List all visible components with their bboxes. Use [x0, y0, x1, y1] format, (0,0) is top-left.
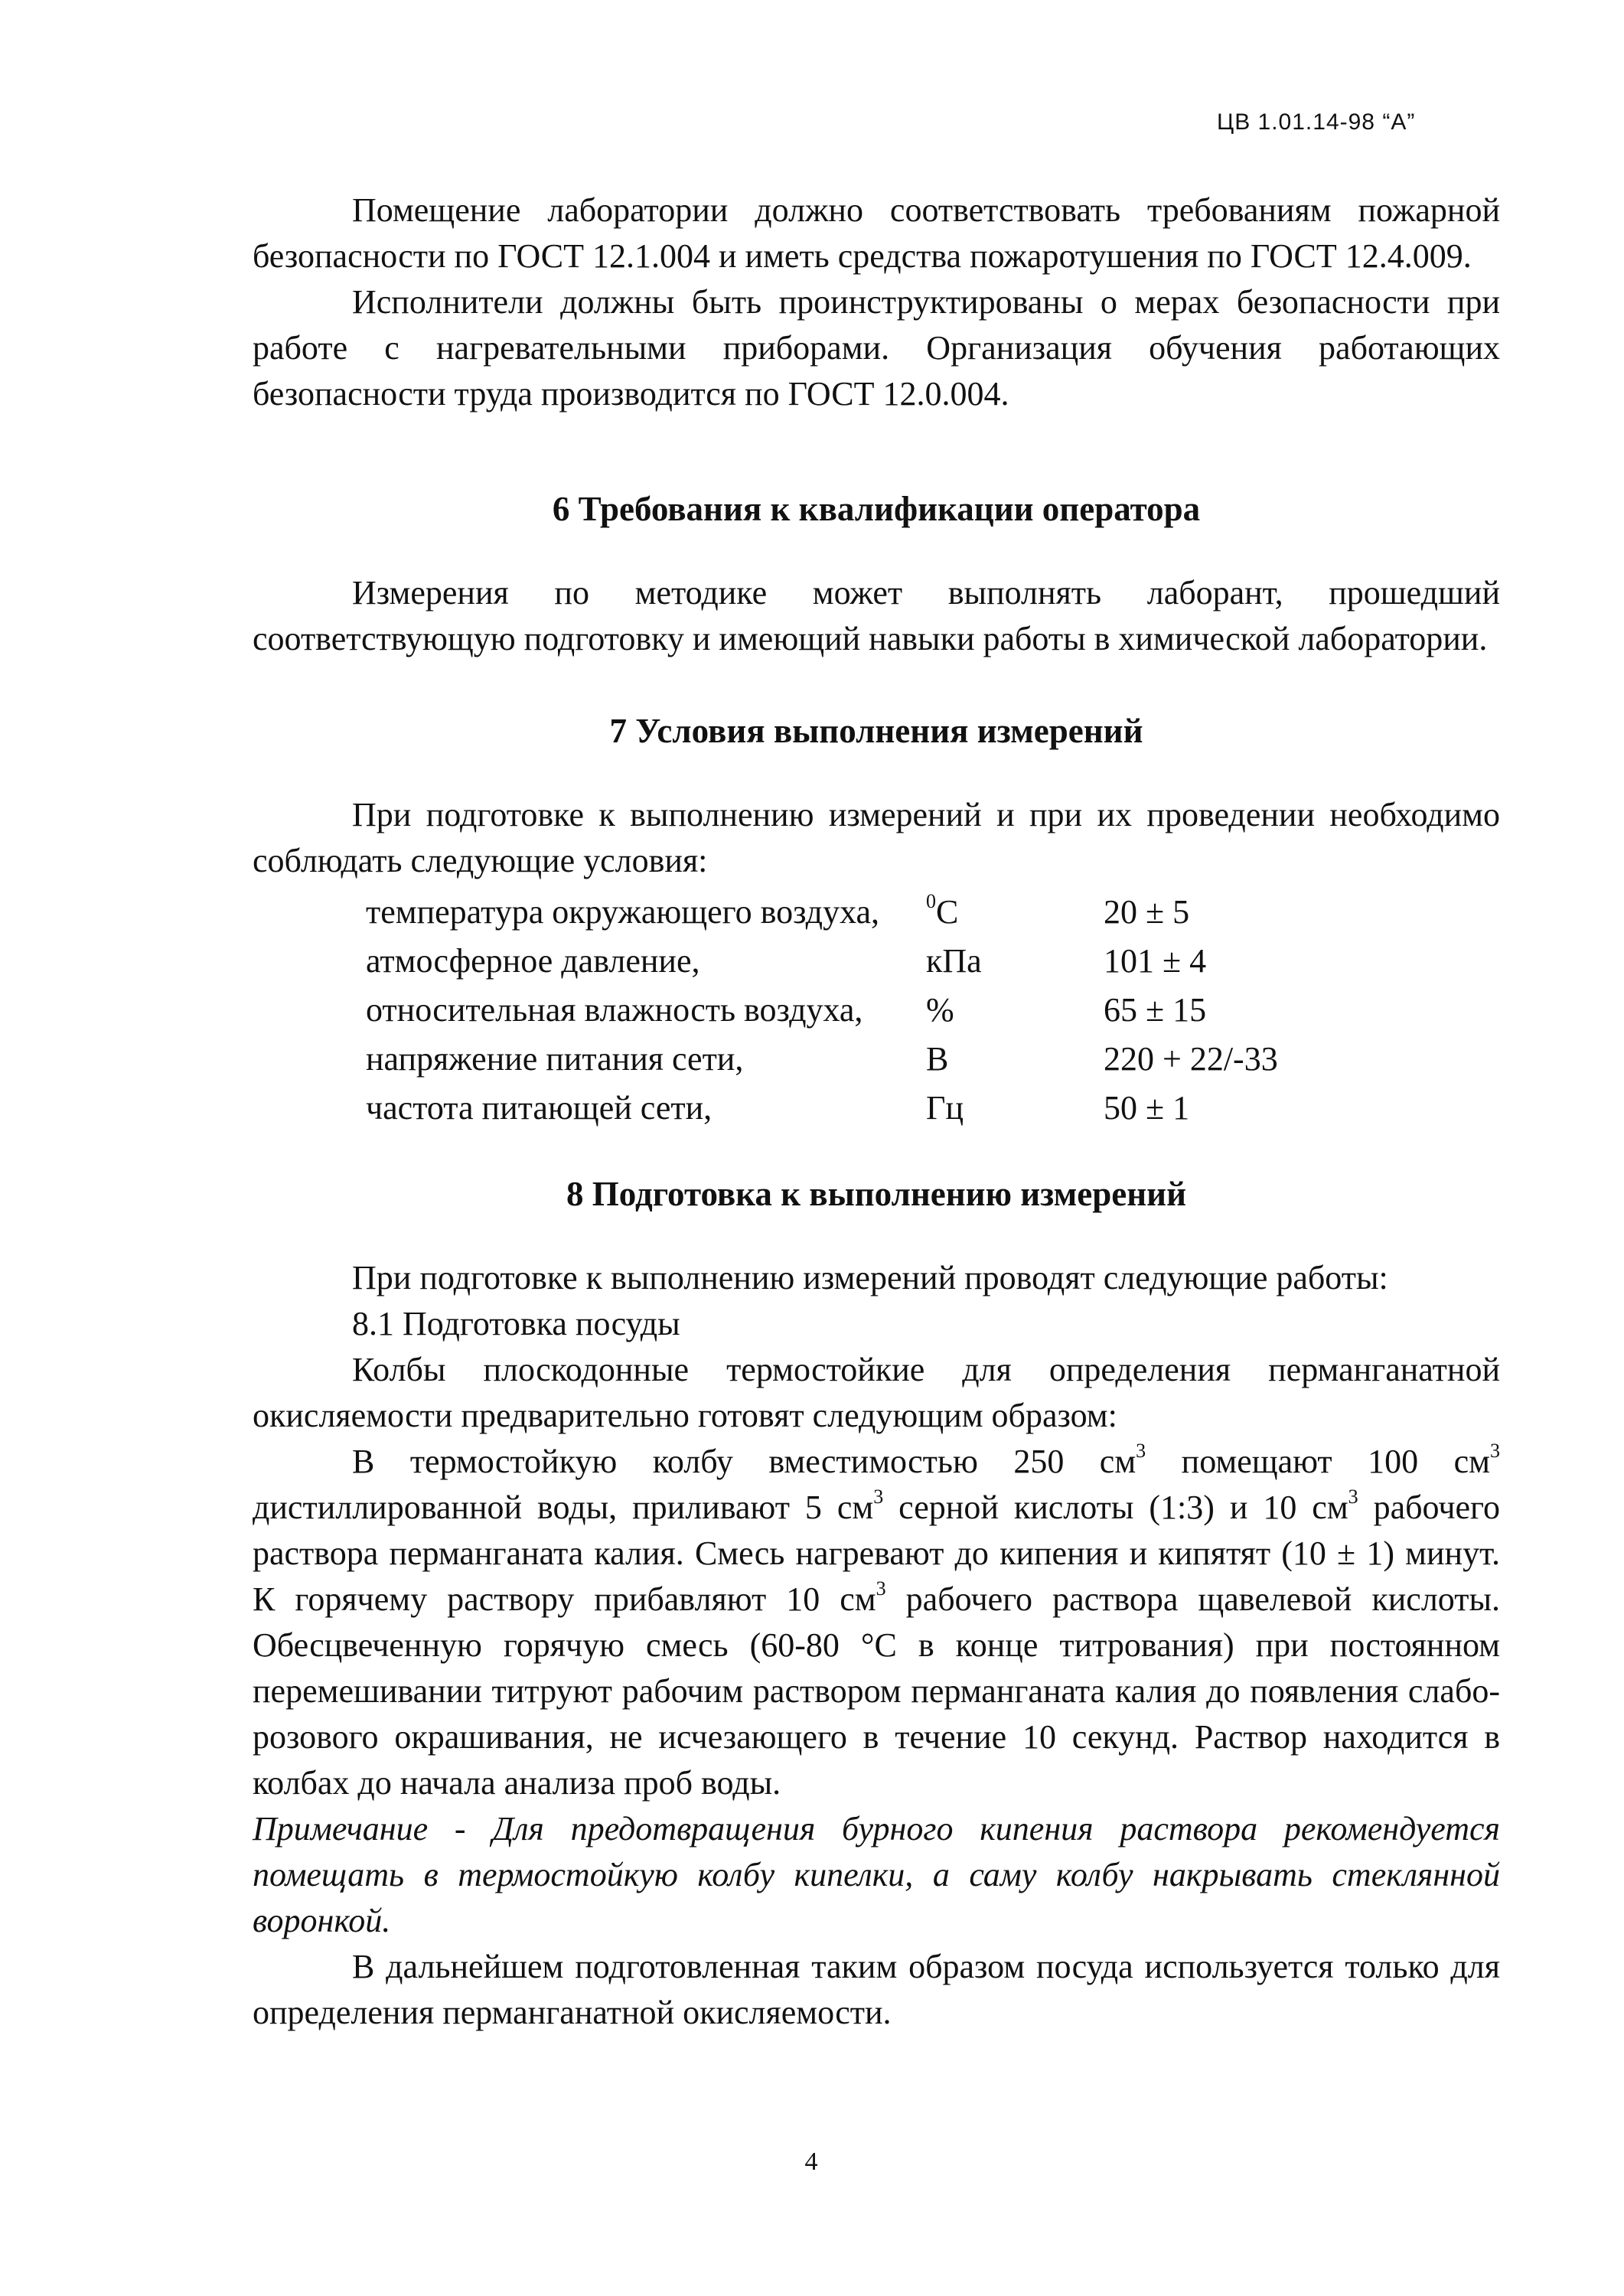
unit-superscript: 0	[926, 890, 936, 913]
document-code: ЦВ 1.01.14-98 “А”	[1217, 109, 1416, 135]
section-6-text	[253, 570, 1500, 662]
section-6-paragraph: Измерения по методике может выполнять лаборант, прошедший соответствующую подготовку и имеющий навыки работы в химической лаборатории.	[253, 574, 1500, 657]
condition-name: температура окружающего воздуха,	[366, 893, 880, 931]
condition-row	[366, 1035, 1333, 1084]
section-7-text	[253, 792, 1500, 884]
condition-value: 20 ± 5	[1104, 893, 1190, 931]
text-run: В термостойкую колбу вместимостью 250 см	[352, 1443, 1136, 1480]
intro-paragraph-2: Исполнители должны быть проинструктированы о мерах безопасности при работе с нагревательными приборами. Организация обучения работающих безопасности труда производится по ГОСТ 12.0.004.	[253, 283, 1500, 413]
note-paragraph: Примечание - Для предотвращения бурного кипения раствора рекомендуется помещать в термостойкую колбу кипелки, а саму колбу накрывать стеклянной воронкой.	[253, 1810, 1500, 1939]
section-8-paragraph-3	[253, 1439, 1500, 1806]
section-6-heading: 6 Требования к квалификации оператора	[552, 490, 1201, 528]
superscript: 3	[1348, 1486, 1358, 1508]
condition-unit	[926, 888, 1104, 937]
section-7-heading: 7 Условия выполнения измерений	[609, 712, 1143, 750]
condition-row	[366, 888, 1333, 937]
condition-unit: В	[926, 1040, 949, 1078]
section-8-paragraph-4: В дальнейшем подготовленная таким образом посуда используется только для определения перманганатной окисляемости.	[253, 1948, 1500, 2031]
subsection-8-1-title: 8.1 Подготовка посуды	[352, 1305, 680, 1342]
conditions-table	[366, 888, 1333, 1133]
unit-text: С	[936, 893, 959, 931]
section-7-paragraph: При подготовке к выполнению измерений и при их проведении необходимо соблюдать следующие условия:	[253, 796, 1500, 879]
condition-row	[366, 1084, 1333, 1133]
page-number: 4	[804, 2148, 818, 2176]
section-8-paragraph-2: Колбы плоскодонные термостойкие для определения перманганатной окисляемости предварительно готовят следующим образом:	[253, 1351, 1500, 1434]
intro-text	[253, 188, 1500, 417]
condition-unit: кПа	[926, 942, 982, 980]
condition-row	[366, 937, 1333, 986]
condition-name: относительная влажность воздуха,	[366, 991, 863, 1029]
text-run: рабочего раствора щавелевой кислоты. Обесцвеченную горячую смесь (60-80 °С в конце титрования) при постоянном перемешивании титруют рабочим раствором перманганата калия до появления слабо-розового окрашивания, не исчезающего в течение 10 секунд. Раствор находится в колбах до начала анализа проб воды.	[253, 1580, 1501, 1802]
superscript: 3	[1136, 1440, 1146, 1463]
text-run: серной кислоты (1:3) и 10 см	[883, 1489, 1348, 1526]
condition-name: частота питающей сети,	[366, 1089, 713, 1127]
condition-value: 220 + 22/-33	[1104, 1040, 1278, 1078]
intro-paragraph-1: Помещение лаборатории должно соответствовать требованиям пожарной безопасности по ГОСТ 12.1.004 и иметь средства пожаротушения по ГОСТ 12.4.009.	[253, 191, 1500, 275]
condition-unit: Гц	[926, 1089, 964, 1127]
condition-name: атмосферное давление,	[366, 942, 700, 980]
section-8-heading: 8 Подготовка к выполнению измерений	[566, 1175, 1186, 1213]
condition-value: 101 ± 4	[1104, 942, 1207, 980]
condition-value: 65 ± 15	[1104, 991, 1207, 1029]
superscript: 3	[873, 1486, 884, 1508]
text-run: рабочего раствора перманганата калия. Смесь нагревают до кипения и кипятят (10 ± 1) минут. К горячему раствору прибавляют 10 см	[253, 1489, 1501, 1618]
section-8-text	[253, 1255, 1500, 2036]
superscript: 3	[1490, 1440, 1500, 1463]
condition-value: 50 ± 1	[1104, 1089, 1190, 1127]
text-run: дистиллированной воды, приливают 5 см	[253, 1489, 874, 1526]
section-8-paragraph-1: При подготовке к выполнению измерений проводят следующие работы:	[352, 1259, 1388, 1296]
condition-name: напряжение питания сети,	[366, 1040, 744, 1078]
condition-unit: %	[926, 991, 954, 1029]
condition-row	[366, 986, 1333, 1035]
superscript: 3	[876, 1577, 886, 1600]
text-run: помещают 100 см	[1146, 1443, 1490, 1480]
